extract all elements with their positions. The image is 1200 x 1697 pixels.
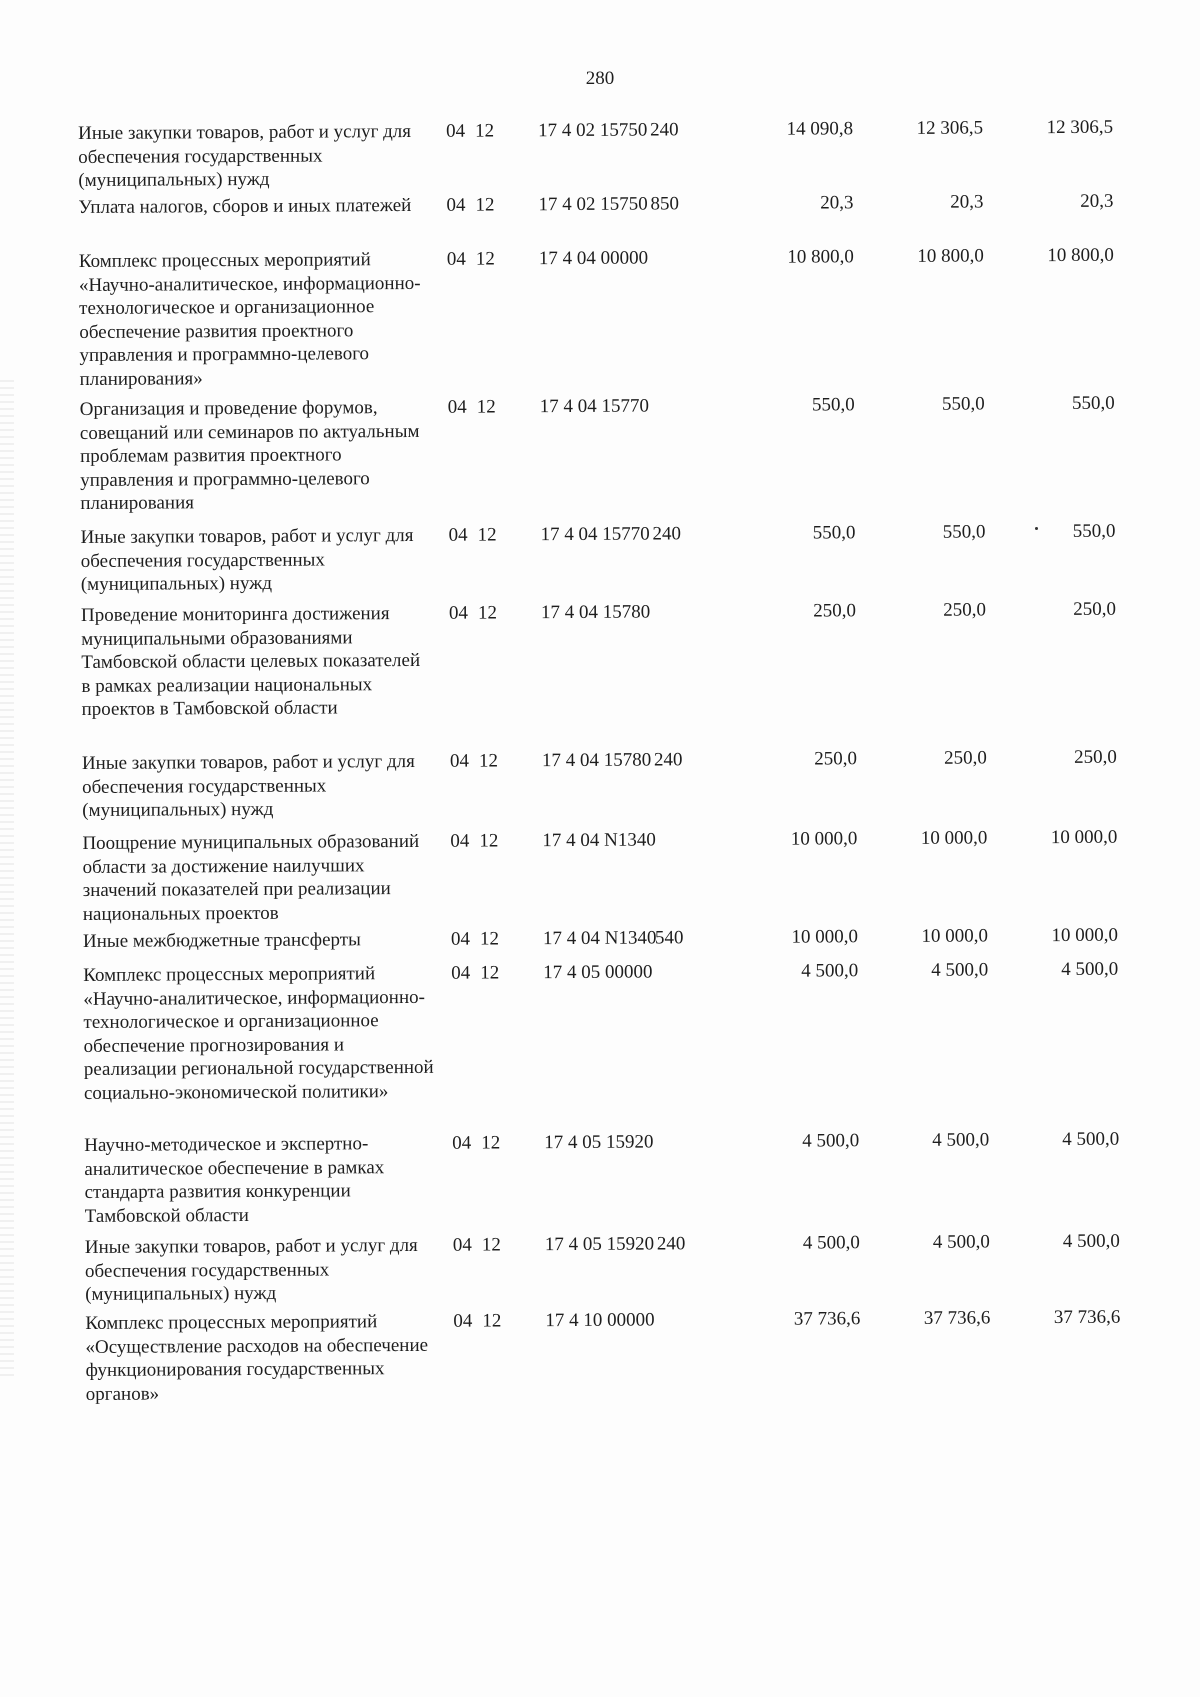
row-target-article: 17 4 04 15780 xyxy=(540,601,651,624)
row-section: 04 xyxy=(450,928,471,950)
row-target-article: 17 4 05 00000 xyxy=(543,961,653,984)
row-section-code xyxy=(443,961,523,985)
table-row xyxy=(80,520,1115,597)
row-subsection: 12 xyxy=(482,1310,502,1332)
row-amount-year2: 4 500,0 xyxy=(932,1129,990,1151)
row-name: Иные закупки товаров, работ и услуг для обеспечения государственных (муниципальных) нужд xyxy=(81,750,415,821)
row-amount-year2: 4 500,0 xyxy=(932,1231,990,1253)
row-section-code xyxy=(438,119,518,143)
row-section-code xyxy=(441,601,521,625)
row-amount-year1: 4 500,0 xyxy=(801,960,859,982)
row-name: Проведение мониторинга достижения муниципальными образованиями Тамбовской области целевых показателей в рамках реализации национальных проектов в Тамбовской области xyxy=(80,603,421,720)
row-expense-type: 240 xyxy=(653,749,683,771)
row-section: 04 xyxy=(446,248,466,270)
row-amount-year1: 250,0 xyxy=(813,600,857,622)
row-subsection: 12 xyxy=(481,1234,501,1256)
row-amount-year2: 10 800,0 xyxy=(917,245,984,267)
row-target-article: 17 4 04 15770 xyxy=(539,395,650,418)
row-amount-year2: 550,0 xyxy=(942,521,986,543)
row-amount-year3: 550,0 xyxy=(1071,392,1115,414)
row-section: 04 xyxy=(449,750,469,772)
row-expense-type: 240 xyxy=(649,119,679,141)
row-name: Научно-методическое и экспертно-аналитическое обеспечение в рамках стандарта развития конкуренции Тамбовской области xyxy=(84,1133,385,1227)
row-subsection: 12 xyxy=(478,750,498,772)
row-subsection: 12 xyxy=(481,1132,501,1154)
row-amount-year3: 10 000,0 xyxy=(1050,826,1118,849)
row-name: Иные межбюджетные трансферты xyxy=(82,929,361,952)
row-expense-type: 240 xyxy=(652,523,682,545)
table-row xyxy=(79,244,1115,391)
row-expense-type: 240 xyxy=(656,1233,686,1255)
row-target-article: 17 4 10 00000 xyxy=(545,1309,655,1332)
row-target-article: 17 4 02 15750 xyxy=(537,119,648,142)
row-section-code xyxy=(440,523,520,547)
row-section: 04 xyxy=(447,396,467,418)
row-subsection: 12 xyxy=(477,602,498,624)
row-amount-year3: 4 500,0 xyxy=(1062,1230,1120,1253)
row-subsection: 12 xyxy=(479,928,500,950)
row-amount-year1: 550,0 xyxy=(811,394,855,416)
row-amount-year3: 37 736,6 xyxy=(1053,1306,1121,1329)
row-amount-year1: 10 000,0 xyxy=(790,828,858,850)
row-amount-year3: 250,0 xyxy=(1074,746,1117,768)
row-name: Поощрение муниципальных образований области за достижение наилучших значений показателей при реализации национальных проектов xyxy=(82,830,420,925)
budget-table xyxy=(78,115,1178,1405)
row-amount-year3: 550,0 xyxy=(1072,520,1116,542)
row-section: 04 xyxy=(451,962,471,984)
table-row xyxy=(84,1128,1120,1228)
row-subsection: 12 xyxy=(474,120,495,142)
row-subsection: 12 xyxy=(476,396,496,418)
row-name: Иные закупки товаров, работ и услуг для обеспечения государственных (муниципальных) нужд xyxy=(78,120,412,191)
row-target-article: 17 4 02 15750 xyxy=(538,193,648,216)
row-amount-year3: 20,3 xyxy=(1080,190,1114,212)
table-row xyxy=(78,190,1113,220)
row-amount-year3: 4 500,0 xyxy=(1061,958,1119,981)
row-amount-year2: 20,3 xyxy=(950,191,984,213)
row-amount-year2: 250,0 xyxy=(944,747,987,769)
row-section-code xyxy=(440,395,520,419)
row-subsection: 12 xyxy=(475,248,495,270)
row-section-code xyxy=(438,193,518,217)
row-target-article: 17 4 05 15920 xyxy=(544,1233,655,1256)
row-amount-year1: 20,3 xyxy=(820,192,854,214)
row-subsection: 12 xyxy=(480,962,500,984)
table-row xyxy=(85,1230,1120,1307)
page-number: 280 xyxy=(585,68,615,89)
table-row xyxy=(83,924,1118,954)
table-row xyxy=(82,746,1117,823)
table-row xyxy=(81,598,1117,722)
row-name: Иные закупки товаров, работ и услуг для обеспечения государственных (муниципальных) нужд xyxy=(80,524,414,595)
row-amount-year2: 250,0 xyxy=(943,599,987,621)
row-subsection: 12 xyxy=(479,830,499,852)
scan-edge-artifact xyxy=(0,380,14,1380)
row-expense-type: 850 xyxy=(650,193,680,215)
row-section: 04 xyxy=(450,830,470,852)
row-section-code xyxy=(442,749,522,773)
row-amount-year2: 37 736,6 xyxy=(923,1307,991,1329)
row-expense-type: 540 xyxy=(654,927,684,949)
row-section-code xyxy=(445,1309,525,1333)
row-section-code xyxy=(439,247,519,271)
row-name: Уплата налогов, сборов и иных платежей xyxy=(78,194,412,218)
row-section-code xyxy=(442,829,522,853)
row-amount-year3: 4 500,0 xyxy=(1062,1128,1120,1151)
row-name: Комплекс процессных мероприятий «Научно-аналитическое, информационно-технологическое и организационное обеспечение прогнозирования и реализации региональной государственной социально-экономической политики» xyxy=(83,963,434,1104)
row-amount-year1: 14 090,8 xyxy=(786,118,854,140)
row-amount-year3: 250,0 xyxy=(1073,598,1117,620)
row-amount-year2: 4 500,0 xyxy=(931,959,989,981)
row-subsection: 12 xyxy=(475,194,495,216)
table-row xyxy=(85,1306,1121,1406)
table-row xyxy=(82,826,1118,926)
row-amount-year3: 10 000,0 xyxy=(1051,924,1119,947)
row-section: 04 xyxy=(445,120,466,142)
row-section: 04 xyxy=(446,194,466,216)
row-subsection: 12 xyxy=(477,524,497,546)
row-amount-year2: 550,0 xyxy=(941,393,985,415)
row-section: 04 xyxy=(452,1234,472,1256)
row-amount-year1: 4 500,0 xyxy=(802,1232,860,1254)
row-section: 04 xyxy=(453,1310,473,1332)
row-target-article: 17 4 04 00000 xyxy=(538,247,649,270)
row-target-article: 17 4 04 15780 xyxy=(541,749,652,772)
row-amount-year1: 550,0 xyxy=(812,522,856,544)
row-name: Организация и проведение форумов, совещаний или семинаров по актуальным проблемам развития проектного управления и программно-целевого планирования xyxy=(79,397,420,514)
row-target-article: 17 4 05 15920 xyxy=(544,1131,654,1154)
row-amount-year1: 4 500,0 xyxy=(802,1130,860,1152)
row-section-code xyxy=(445,1233,525,1257)
row-amount-year2: 12 306,5 xyxy=(916,117,984,139)
row-target-article: 17 4 04 15770 xyxy=(540,523,650,546)
table-row xyxy=(83,958,1119,1105)
scan-speck xyxy=(1035,527,1038,530)
row-target-article: 17 4 04 N1340 xyxy=(542,829,656,852)
row-target-article: 17 4 04 N1340 xyxy=(542,927,657,950)
table-row xyxy=(80,392,1116,516)
row-name: Иные закупки товаров, работ и услуг для обеспечения государственных (муниципальных) нужд xyxy=(84,1234,418,1305)
row-amount-year2: 10 000,0 xyxy=(921,925,989,947)
row-amount-year1: 37 736,6 xyxy=(793,1308,861,1330)
table-row xyxy=(78,116,1113,193)
row-section: 04 xyxy=(448,602,469,624)
row-amount-year2: 10 000,0 xyxy=(920,827,988,849)
row-amount-year1: 10 000,0 xyxy=(791,926,859,948)
row-amount-year3: 10 800,0 xyxy=(1047,244,1114,267)
row-name: Комплекс процессных мероприятий «Осуществление расходов на обеспечение функционирования государственных органов» xyxy=(85,1311,429,1405)
row-amount-year3: 12 306,5 xyxy=(1046,116,1114,139)
row-section-code xyxy=(444,1131,524,1155)
row-section: 04 xyxy=(452,1132,472,1154)
row-amount-year1: 10 800,0 xyxy=(787,246,854,268)
row-amount-year1: 250,0 xyxy=(814,748,857,770)
row-section-code xyxy=(443,927,523,951)
row-section: 04 xyxy=(448,524,468,546)
row-name: Комплекс процессных мероприятий «Научно-аналитическое, информационно-технологическое и организационное обеспечение развития проектного управления и программно-целевого планирования» xyxy=(78,249,421,390)
